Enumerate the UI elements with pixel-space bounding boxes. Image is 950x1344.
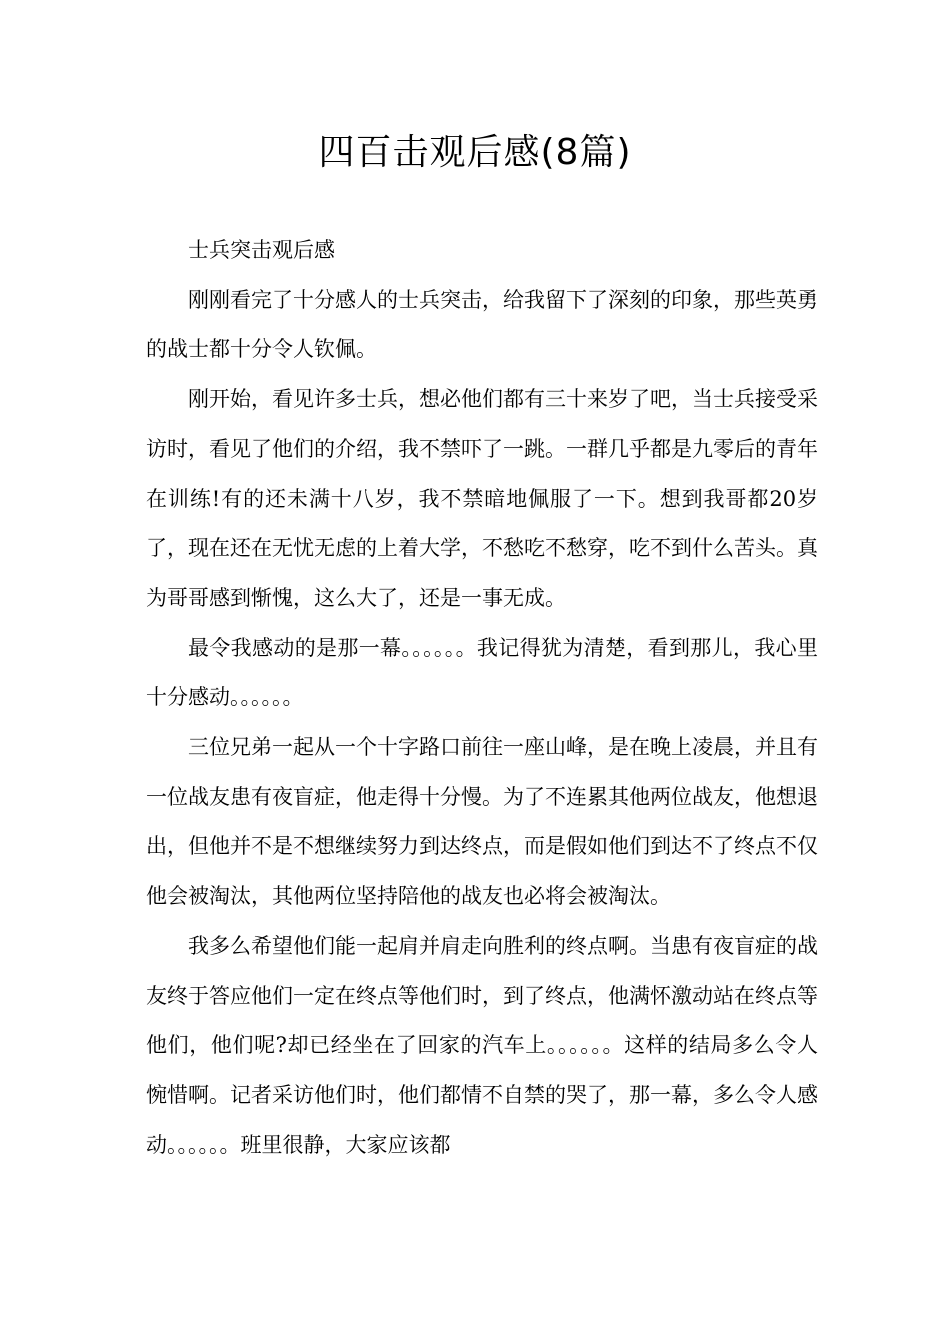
paragraph: 最令我感动的是那一幕。。。。。。我记得犹为清楚，看到那儿，我心里十分感动。。。。。。 bbox=[146, 635, 818, 710]
paragraph: 三位兄弟一起从一个十字路口前往一座山峰，是在晚上凌晨，并且有一位战友患有夜盲症，他走得十分慢。为了不连累其他两位战友，他想退出，但他并不是不想继续努力到达终点，而是假如他们到达不了终点不仅他会被淘汰，其他两位坚持陪他的战友也必将会被淘汰。 bbox=[146, 735, 818, 909]
paragraph: 我多么希望他们能一起肩并肩走向胜利的终点啊。当患有夜盲症的战友终于答应他们一定在终点等他们时，到了终点，他满怀激动站在终点等他们，他们呢?却已经坐在了回家的汽车上。。。。。。这样的结局多么令人惋惜啊。记者采访他们时，他们都情不自禁的哭了，那一幕，多么令人感动。。。。。。班里很静，大家应该都 bbox=[146, 933, 818, 1157]
paragraph: 刚刚看完了十分感人的士兵突击，给我留下了深刻的印象，那些英勇的战士都十分令人钦佩。 bbox=[146, 287, 818, 362]
document-body bbox=[146, 226, 818, 1170]
section-heading: 士兵突击观后感 bbox=[188, 238, 335, 262]
paragraph: 刚开始，看见许多士兵，想必他们都有三十来岁了吧，当士兵接受采访时，看见了他们的介绍，我不禁吓了一跳。一群几乎都是九零后的青年在训练!有的还未满十八岁，我不禁暗地佩服了一下。想到我哥都20岁了，现在还在无忧无虑的上着大学，不愁吃不愁穿，吃不到什么苦头。真为哥哥感到惭愧，这么大了，还是一事无成。 bbox=[146, 387, 818, 610]
document-title: 四百击观后感(8篇) bbox=[318, 132, 632, 173]
